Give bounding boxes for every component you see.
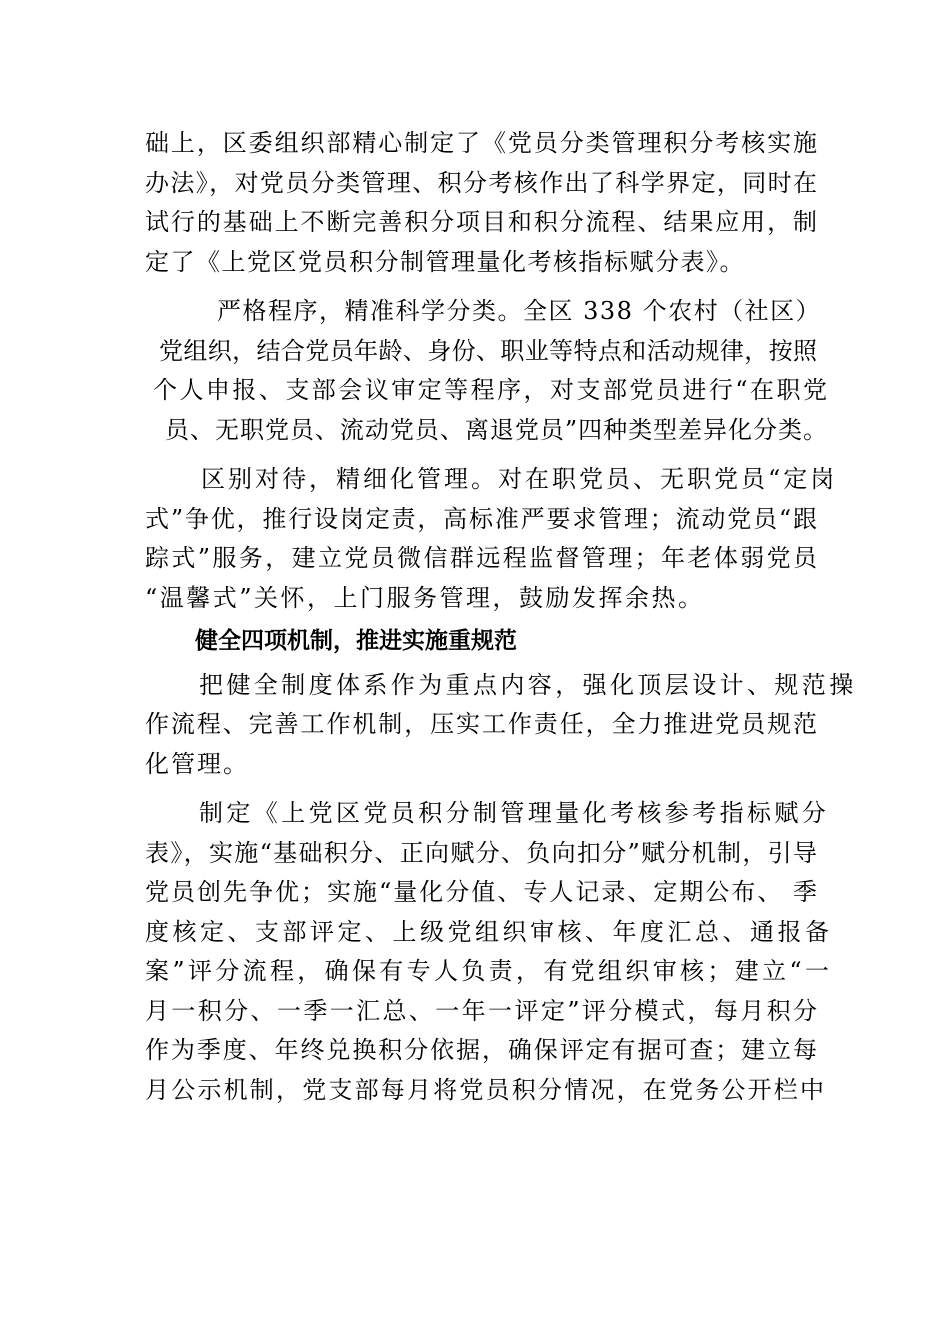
text-line: 式”争优，推行设岗定责，高标准严要求管理；流动党员“跟 (145, 504, 817, 533)
document-body (145, 124, 857, 1110)
paragraph-5 (145, 794, 830, 1110)
text-line: 党组织，结合党员年龄、身份、职业等特点和活动规律，按照 (159, 336, 817, 365)
text-line: 严格程序，精准科学分类。全区 338 个农村（社区） (217, 297, 822, 325)
text-line: 办法》，对党员分类管理、积分考核作出了科学界定，同时在 (145, 168, 817, 197)
text-line: 制定《上党区党员积分制管理量化考核参考指标赋分 (199, 799, 830, 827)
text-line: 月公示机制，党支部每月将党员积分情况，在党务公开栏中 (145, 1075, 827, 1104)
text-line: 础上，区委组织部精心制定了《党员分类管理积分考核实施 (145, 129, 817, 157)
text-line: “温馨式”关怀，上门服务管理，鼓励发挥余热。 (145, 583, 705, 612)
text-line: 党员创先争优；实施“量化分值、专人记录、定期公布、 季 (145, 878, 817, 906)
paragraph-2 (145, 292, 827, 450)
text-line: 踪式”服务，建立党员微信群远程监督管理；年老体弱党员 (145, 544, 817, 572)
text-line: 表》，实施“基础积分、正向赋分、负向扣分”赋分机制，引导 (145, 838, 817, 867)
text-line: 区别对待，精细化管理。对在职党员、无职党员“定岗 (201, 465, 838, 493)
paragraph-1 (145, 124, 817, 282)
text-line: 员、无职党员、流动党员、离退党员”四种类型差异化分类。 (165, 415, 827, 444)
text-line: 作流程、完善工作机制，压实工作责任，全力推进党员规范 (145, 710, 817, 738)
text-line: 试行的基础上不断完善积分项目和积分流程、结果应用，制 (145, 208, 817, 236)
paragraph-4 (145, 666, 857, 785)
text-line: 案”评分流程，确保有专人负责，有党组织审核；建立“一 (145, 957, 829, 985)
text-line: 月一积分、一季一汇总、一年一评定”评分模式，每月积分 (145, 996, 817, 1025)
text-line: 化管理。 (145, 749, 249, 778)
text-line: 作为季度、年终兑换积分依据，确保评定有据可查；建立每 (145, 1036, 817, 1064)
paragraph-3 (145, 460, 838, 618)
section-heading: 健全四项机制，推进实施重规范 (195, 628, 517, 654)
text-line: 度核定、支部评定、上级党组织审核、年度汇总、通报备 (145, 917, 829, 946)
text-line: 定了《上党区党员积分制管理量化考核指标赋分表》。 (145, 247, 745, 276)
text-line: 把健全制度体系作为重点内容，强化顶层设计、规范操 (199, 670, 857, 699)
text-line: 个人申报、支部会议审定等程序，对支部党员进行“在职党 (153, 376, 827, 404)
